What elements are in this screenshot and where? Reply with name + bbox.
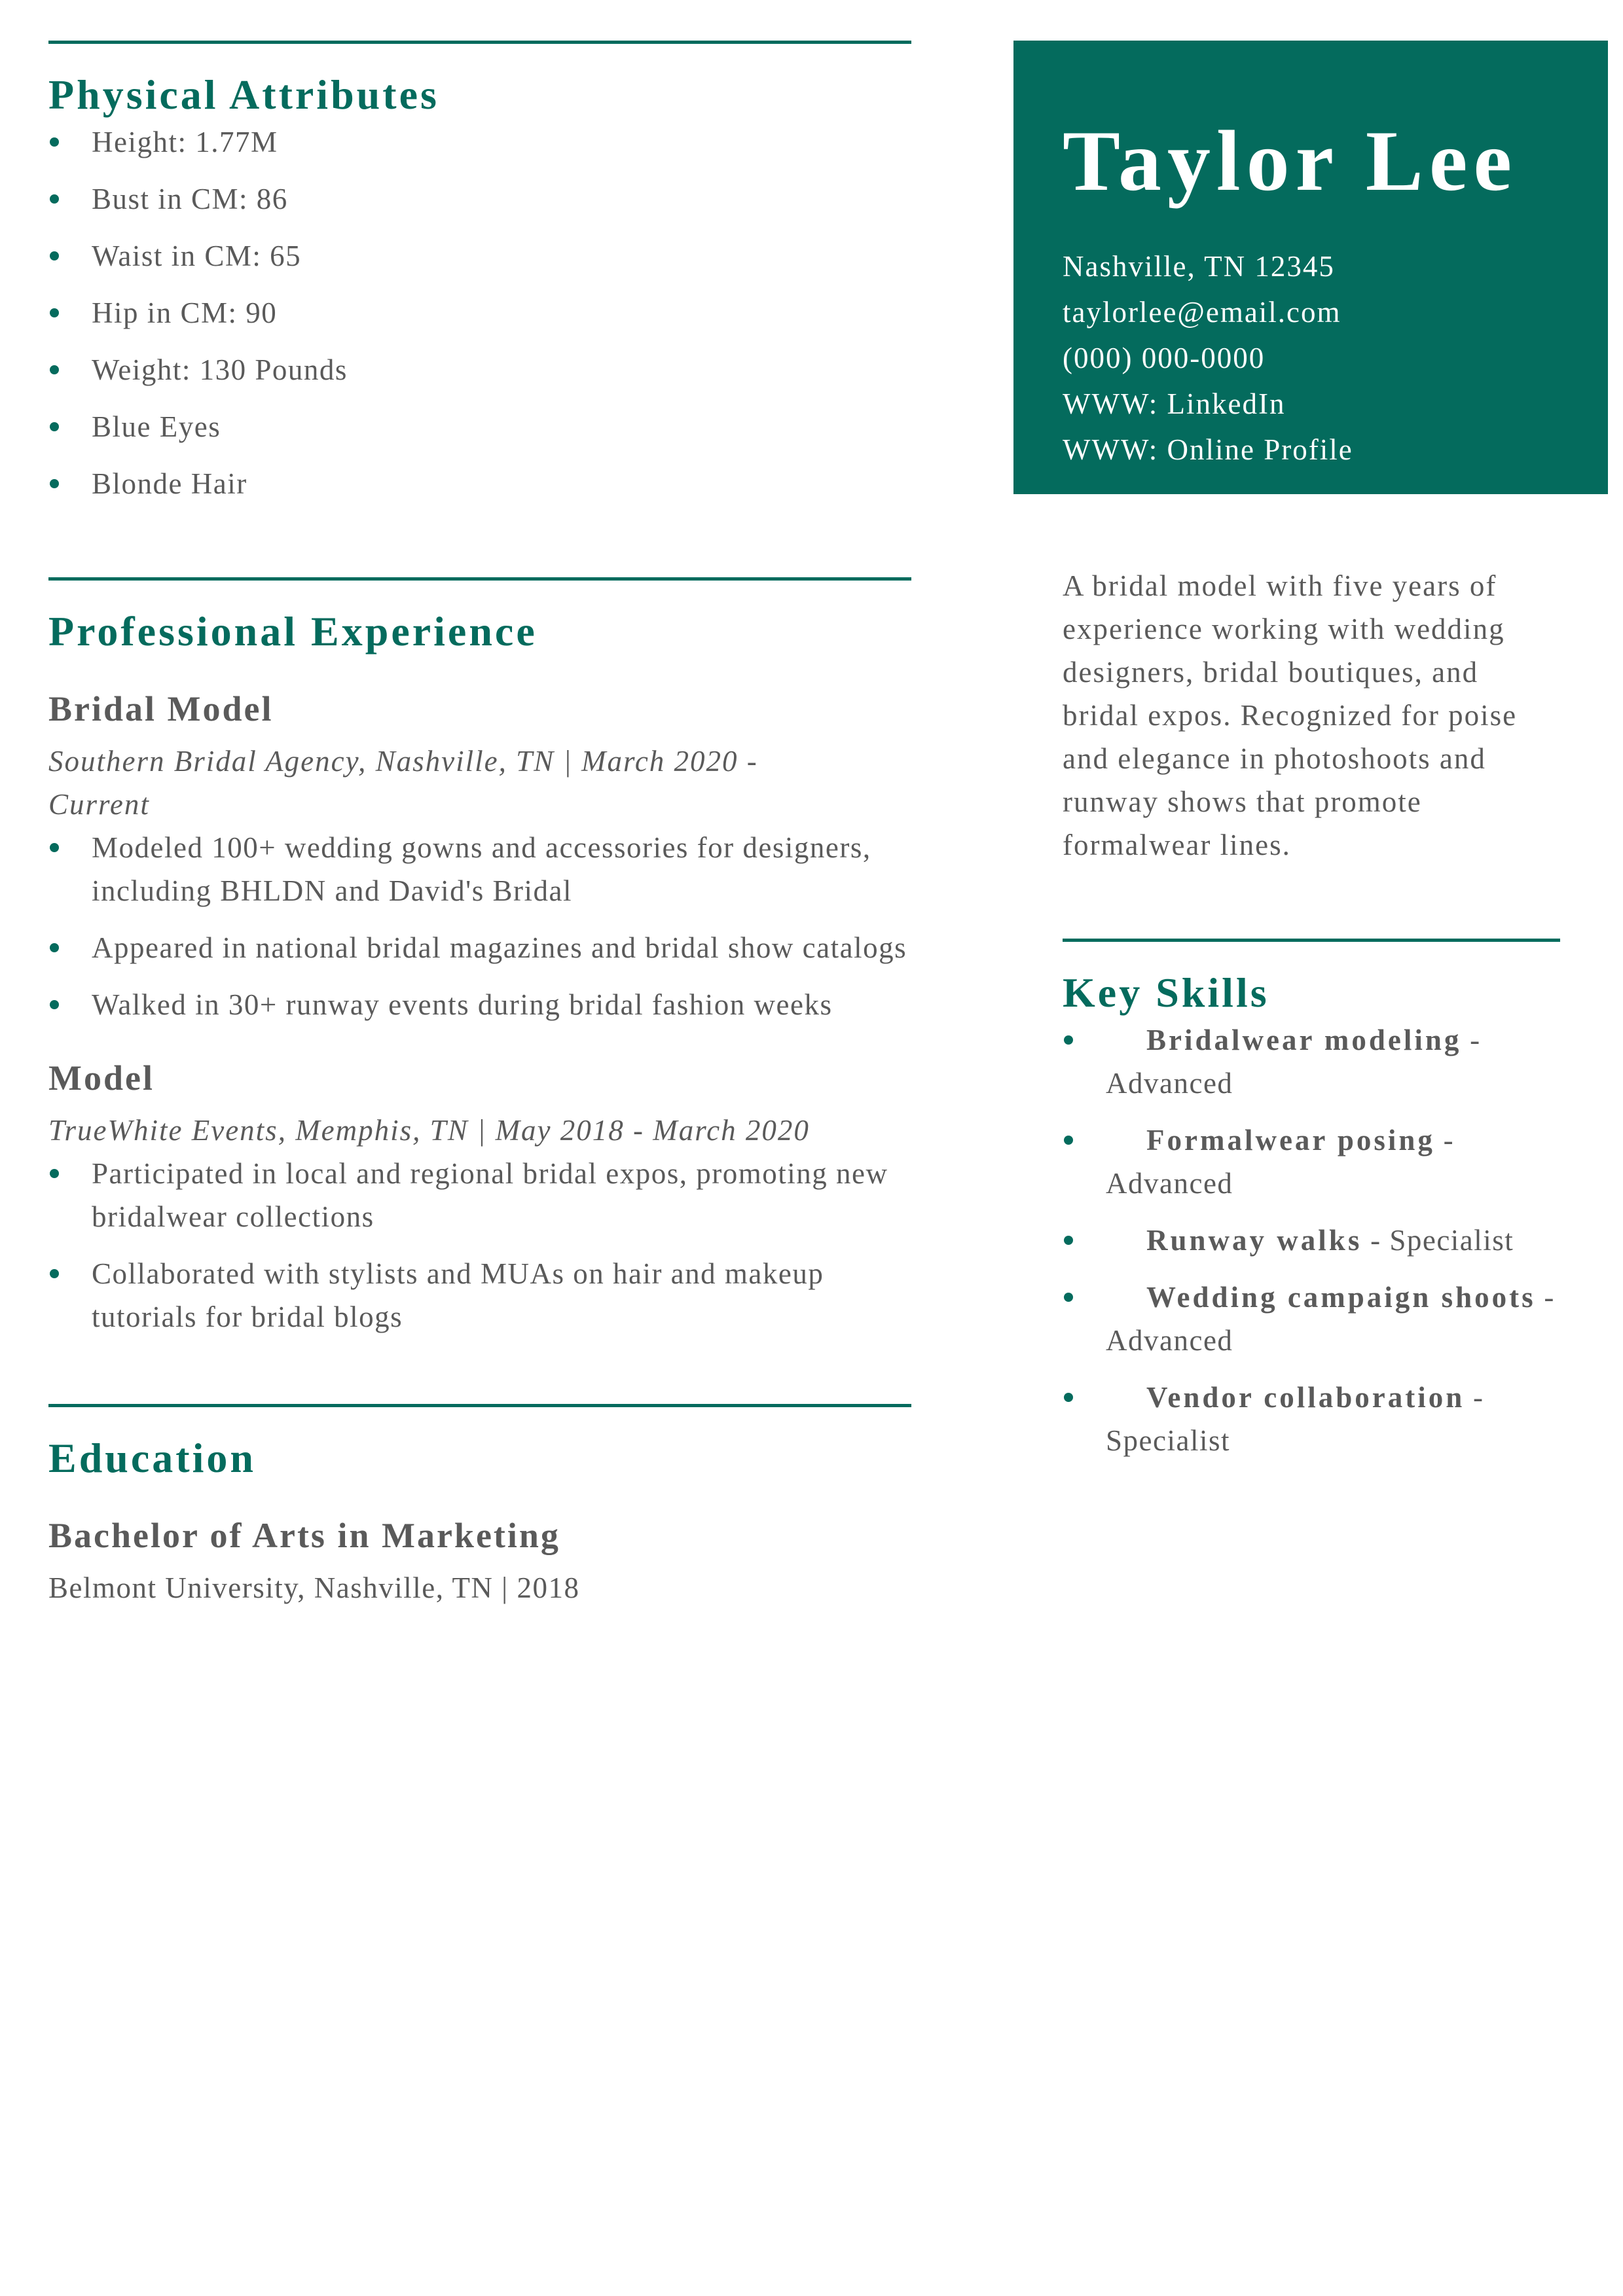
experience-heading: Professional Experience xyxy=(48,607,538,655)
education-section xyxy=(48,1404,911,1609)
bullet-icon xyxy=(50,137,59,147)
skills-heading: Key Skills xyxy=(1063,969,1269,1016)
skill-name: Vendor collaboration xyxy=(1146,1380,1465,1414)
list-item xyxy=(48,1252,911,1338)
list-item xyxy=(1063,1018,1560,1105)
bullet-text: Walked in 30+ runway events during bridal fashion weeks xyxy=(92,988,833,1021)
attribute-text: Blonde Hair xyxy=(92,467,247,500)
bullet-text: Participated in local and regional bridal expos, promoting new bridalwear collections xyxy=(92,1157,888,1233)
list-item xyxy=(48,177,911,221)
list-item xyxy=(1063,1119,1560,1205)
school-meta: Belmont University, Nashville, TN | 2018 xyxy=(48,1571,580,1604)
list-item xyxy=(48,348,911,391)
list-item xyxy=(48,120,911,164)
section-divider xyxy=(48,577,911,581)
bullet-icon xyxy=(50,251,59,260)
list-item xyxy=(48,234,911,278)
physical-attributes-heading: Physical Attributes xyxy=(48,71,439,118)
attribute-text: Bust in CM: 86 xyxy=(92,182,288,215)
job-entry xyxy=(48,686,911,1026)
list-item xyxy=(1063,1376,1560,1462)
list-item xyxy=(48,462,911,505)
job-bullets xyxy=(48,1152,911,1338)
bullet-icon xyxy=(1064,1035,1073,1045)
attribute-text: Waist in CM: 65 xyxy=(92,239,302,272)
job-title: Model xyxy=(48,1058,155,1098)
section-divider xyxy=(48,41,911,44)
bullet-icon xyxy=(50,308,59,317)
bullet-icon xyxy=(50,843,59,852)
list-item xyxy=(48,291,911,334)
physical-attributes-list xyxy=(48,120,911,505)
job-meta-line: Southern Bridal Agency, Nashville, TN | March 2020 - xyxy=(48,744,758,778)
job-meta xyxy=(48,1109,911,1152)
skills-list xyxy=(1063,1018,1560,1462)
name-header-box xyxy=(1013,41,1608,494)
skill-name: Runway walks xyxy=(1146,1223,1362,1257)
job-entry xyxy=(48,1055,911,1338)
bullet-icon xyxy=(50,1169,59,1178)
skill-name: Bridalwear modeling xyxy=(1146,1023,1462,1056)
list-item xyxy=(48,983,911,1026)
contact-linkedin: WWW: LinkedIn xyxy=(1063,387,1286,420)
contact-email: taylorlee@email.com xyxy=(1063,296,1341,329)
bullet-icon xyxy=(50,479,59,488)
skill-level: - Specialist xyxy=(1106,1380,1484,1457)
bullet-icon xyxy=(1064,1236,1073,1245)
bullet-icon xyxy=(1064,1293,1073,1302)
skill-level: - Advanced xyxy=(1106,1023,1481,1100)
contact-info xyxy=(1063,243,1608,473)
physical-attributes-section xyxy=(48,41,911,505)
job-meta xyxy=(48,740,911,826)
experience-section xyxy=(48,577,911,1338)
section-divider xyxy=(48,1404,911,1407)
bullet-icon xyxy=(50,943,59,952)
attribute-text: Hip in CM: 90 xyxy=(92,296,278,329)
attribute-text: Weight: 130 Pounds xyxy=(92,353,348,386)
right-column xyxy=(1063,564,1560,1476)
bullet-text: Modeled 100+ wedding gowns and accessories for designers, including BHLDN and David's Bridal xyxy=(92,831,871,907)
list-item xyxy=(1063,1219,1560,1262)
skill-level: - Advanced xyxy=(1106,1280,1555,1357)
job-meta-line: Current xyxy=(48,787,150,821)
education-heading: Education xyxy=(48,1434,256,1481)
contact-address: Nashville, TN 12345 xyxy=(1063,250,1335,283)
skills-section xyxy=(1063,939,1560,1462)
degree-title: Bachelor of Arts in Marketing xyxy=(48,1515,560,1555)
job-title: Bridal Model xyxy=(48,689,274,728)
job-meta-line: TrueWhite Events, Memphis, TN | May 2018 - March 2020 xyxy=(48,1113,810,1147)
list-item xyxy=(48,405,911,448)
bullet-icon xyxy=(50,1000,59,1009)
attribute-text: Blue Eyes xyxy=(92,410,221,443)
bullet-text: Collaborated with stylists and MUAs on hair and makeup tutorials for bridal blogs xyxy=(92,1257,824,1333)
bullet-icon xyxy=(50,1269,59,1278)
contact-online-profile: WWW: Online Profile xyxy=(1063,433,1353,466)
bullet-icon xyxy=(50,365,59,374)
candidate-name: Taylor Lee xyxy=(1063,113,1518,209)
skill-level: - Specialist xyxy=(1362,1223,1514,1257)
left-column xyxy=(48,41,911,1609)
list-item xyxy=(48,926,911,969)
list-item xyxy=(1063,1276,1560,1362)
skill-level: - Advanced xyxy=(1106,1123,1455,1200)
bullet-icon xyxy=(50,422,59,431)
bullet-text: Appeared in national bridal magazines and bridal show catalogs xyxy=(92,931,907,964)
bullet-icon xyxy=(50,194,59,204)
section-divider xyxy=(1063,939,1560,942)
attribute-text: Height: 1.77M xyxy=(92,125,278,158)
skill-name: Formalwear posing xyxy=(1146,1123,1435,1157)
skill-name: Wedding campaign shoots xyxy=(1146,1280,1536,1314)
list-item xyxy=(48,1152,911,1238)
summary-text: A bridal model with five years of experience working with wedding designers, bridal boutiques, and bridal expos. Recognized for poise and elegance in photoshoots and runway shows that promote formalwear lines. xyxy=(1063,569,1518,861)
list-item xyxy=(48,826,911,912)
bullet-icon xyxy=(1064,1136,1073,1145)
job-bullets xyxy=(48,826,911,1026)
contact-phone: (000) 000-0000 xyxy=(1063,342,1266,374)
bullet-icon xyxy=(1064,1393,1073,1402)
